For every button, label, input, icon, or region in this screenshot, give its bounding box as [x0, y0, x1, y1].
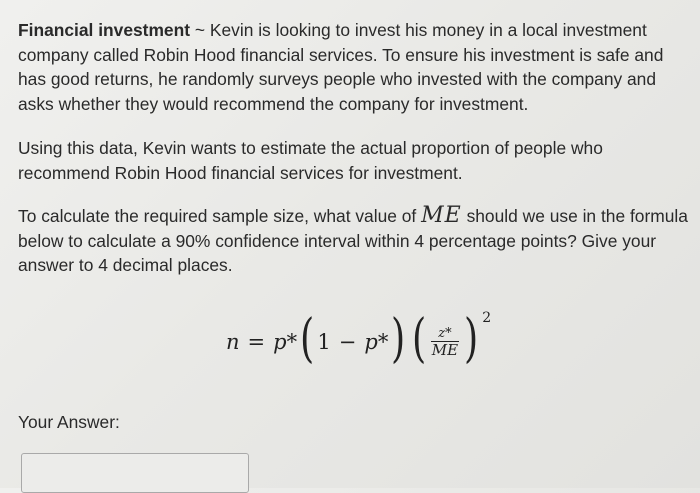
- formula-exponent: 2: [482, 310, 492, 326]
- formula-one: 1: [317, 330, 331, 354]
- formula-p-star-2: p*: [364, 330, 389, 354]
- formula-lhs: n: [226, 330, 240, 354]
- prompt-after: should we use in the formula below to calculate a 90% confidence interval within 4 percentage points? Give your answer to 4 decimal places.: [18, 206, 688, 275]
- intro-text: Kevin is looking to invest his money in a local investment company called Robin Hood financial services. To ensure his investment is safe and has good returns, he randomly surveys people who invested with the company and asks whether they would recommend the company for investment.: [18, 20, 664, 114]
- answer-input[interactable]: [21, 453, 249, 493]
- prompt-variable: ME: [421, 203, 462, 228]
- answer-label: Your Answer:: [18, 412, 120, 432]
- right-paren-2: ): [463, 309, 479, 369]
- question-body: [18, 18, 694, 278]
- sample-size-formula: [226, 309, 492, 372]
- left-paren: (: [300, 309, 315, 369]
- question-intro: [18, 18, 694, 116]
- question-prompt: [18, 204, 694, 278]
- fraction-denominator: ME: [431, 340, 459, 359]
- prompt-before: To calculate the required sample size, what value of: [18, 206, 417, 226]
- formula-minus: −: [338, 330, 357, 354]
- right-paren: ): [391, 309, 406, 369]
- left-paren-2: (: [411, 309, 426, 369]
- formula-p-star: p*: [273, 330, 298, 354]
- formula-fraction: [431, 327, 459, 358]
- question-title: Financial investment: [18, 20, 191, 40]
- fraction-numerator: z*: [438, 325, 452, 341]
- title-separator: ~: [190, 20, 210, 40]
- formula-equals: =: [247, 330, 266, 354]
- question-goal: Using this data, Kevin wants to estimate the actual proportion of people who recommend Robin Hood financial services for investment.: [18, 138, 603, 183]
